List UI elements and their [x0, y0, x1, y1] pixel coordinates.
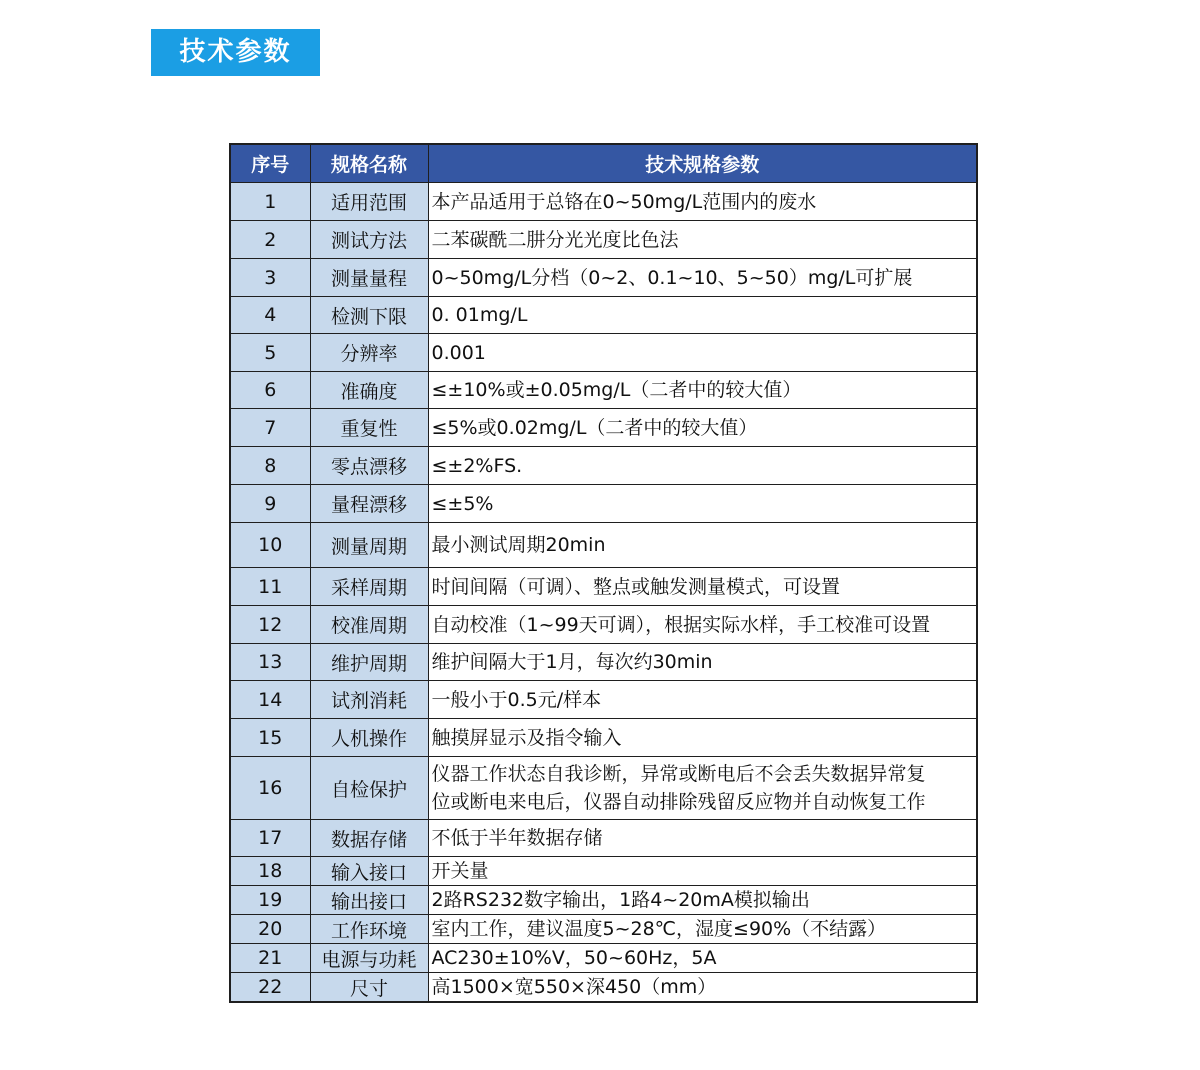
table-row [230, 857, 977, 886]
row-number: 12 [230, 606, 310, 644]
table-row [230, 606, 977, 644]
spec-value [428, 297, 977, 334]
row-number: 18 [230, 857, 310, 886]
spec-value [428, 606, 977, 644]
spec-value-line: 高1500×宽550×深450（mm） [431, 976, 717, 998]
spec-value [428, 334, 977, 372]
table-row [230, 183, 977, 221]
spec-value-line: 维护间隔大于1月，每次约30min [431, 651, 713, 673]
table-body [230, 183, 977, 1003]
table-row [230, 259, 977, 297]
table-row [230, 973, 977, 1003]
row-number: 21 [230, 944, 310, 973]
spec-value [428, 757, 977, 820]
spec-name: 试剂消耗 [310, 681, 428, 719]
spec-value [428, 523, 977, 568]
table-row [230, 568, 977, 606]
spec-name: 零点漂移 [310, 447, 428, 485]
spec-value-line: 0~50mg/L分档（0~2、0.1~10、5~50）mg/L可扩展 [431, 266, 913, 289]
table-row [230, 447, 977, 485]
table-row [230, 719, 977, 757]
row-number: 20 [230, 915, 310, 944]
header-name: 规格名称 [310, 144, 428, 183]
spec-name: 准确度 [310, 372, 428, 409]
spec-value-line: 仪器工作状态自我诊断，异常或断电后不会丢失数据异常复 [431, 763, 926, 785]
spec-value [428, 973, 977, 1003]
table-row [230, 409, 977, 447]
spec-value-line: 本产品适用于总铬在0~50mg/L范围内的废水 [431, 190, 817, 213]
row-number: 16 [230, 757, 310, 820]
spec-value-line: 不低于半年数据存储 [431, 827, 603, 849]
row-number: 8 [230, 447, 310, 485]
spec-value [428, 886, 977, 915]
spec-value [428, 568, 977, 606]
table-row [230, 757, 977, 820]
spec-value [428, 944, 977, 973]
spec-value-line: 0. 01mg/L [431, 304, 528, 326]
spec-value-line: 触摸屏显示及指令输入 [431, 726, 622, 749]
row-number: 14 [230, 681, 310, 719]
spec-name: 适用范围 [310, 183, 428, 221]
spec-value-line: 二苯碳酰二肼分光光度比色法 [431, 228, 679, 251]
spec-value-line: 0.001 [431, 341, 486, 364]
spec-name: 重复性 [310, 409, 428, 447]
row-number: 11 [230, 568, 310, 606]
spec-value-line: 2路RS232数字输出，1路4~20mA模拟输出 [431, 889, 810, 911]
spec-value-line: 一般小于0.5元/样本 [431, 688, 602, 711]
spec-name: 测试方法 [310, 221, 428, 259]
table-row [230, 297, 977, 334]
table-row [230, 644, 977, 681]
spec-value-line: 室内工作，建议温度5~28℃，湿度≤90%（不结露） [431, 918, 887, 940]
row-number: 5 [230, 334, 310, 372]
row-number: 13 [230, 644, 310, 681]
row-number: 22 [230, 973, 310, 1003]
header-value: 技术规格参数 [428, 144, 977, 183]
spec-value [428, 915, 977, 944]
row-number: 1 [230, 183, 310, 221]
row-number: 10 [230, 523, 310, 568]
spec-name: 电源与功耗 [310, 944, 428, 973]
section-title: 技术参数 [151, 29, 320, 76]
table-row [230, 334, 977, 372]
spec-value [428, 372, 977, 409]
row-number: 9 [230, 485, 310, 523]
spec-value [428, 183, 977, 221]
row-number: 15 [230, 719, 310, 757]
spec-value-line: 时间间隔（可调）、整点或触发测量模式，可设置 [431, 575, 841, 598]
spec-name: 输入接口 [310, 857, 428, 886]
spec-value-line: 开关量 [431, 860, 489, 882]
row-number: 19 [230, 886, 310, 915]
spec-value-line: 最小测试周期20min [431, 534, 606, 556]
spec-name: 数据存储 [310, 820, 428, 857]
spec-name: 量程漂移 [310, 485, 428, 523]
table-row [230, 915, 977, 944]
spec-name: 分辨率 [310, 334, 428, 372]
spec-name: 尺寸 [310, 973, 428, 1003]
spec-name: 输出接口 [310, 886, 428, 915]
row-number: 7 [230, 409, 310, 447]
spec-value [428, 221, 977, 259]
row-number: 3 [230, 259, 310, 297]
spec-name: 人机操作 [310, 719, 428, 757]
table-row [230, 372, 977, 409]
spec-value [428, 409, 977, 447]
table-row [230, 485, 977, 523]
spec-value [428, 719, 977, 757]
header-no: 序号 [230, 144, 310, 183]
table-row [230, 886, 977, 915]
table-header-row [230, 144, 977, 183]
spec-value [428, 447, 977, 485]
spec-value-line: ≤±10%或±0.05mg/L（二者中的较大值） [431, 379, 802, 401]
spec-value-line: ≤5%或0.02mg/L（二者中的较大值） [431, 416, 758, 439]
spec-value-line: AC230±10%V，50~60Hz，5A [431, 947, 717, 969]
table-row [230, 681, 977, 719]
spec-name: 维护周期 [310, 644, 428, 681]
spec-value [428, 485, 977, 523]
spec-value-line: ≤±2%FS. [431, 454, 523, 477]
spec-name: 采样周期 [310, 568, 428, 606]
spec-name: 自检保护 [310, 757, 428, 820]
row-number: 2 [230, 221, 310, 259]
spec-value [428, 644, 977, 681]
spec-name: 检测下限 [310, 297, 428, 334]
spec-name: 测量量程 [310, 259, 428, 297]
table-row [230, 221, 977, 259]
spec-value [428, 820, 977, 857]
spec-name: 测量周期 [310, 523, 428, 568]
row-number: 6 [230, 372, 310, 409]
table-row [230, 944, 977, 973]
spec-table [229, 143, 978, 1003]
row-number: 4 [230, 297, 310, 334]
spec-value [428, 681, 977, 719]
table-row [230, 523, 977, 568]
spec-value [428, 259, 977, 297]
spec-value [428, 857, 977, 886]
spec-value-line: ≤±5% [431, 492, 494, 515]
row-number: 17 [230, 820, 310, 857]
spec-value-line: 位或断电来电后，仪器自动排除残留反应物并自动恢复工作 [431, 791, 926, 813]
spec-name: 校准周期 [310, 606, 428, 644]
spec-name: 工作环境 [310, 915, 428, 944]
spec-value-line: 自动校准（1~99天可调），根据实际水样，手工校准可设置 [431, 613, 931, 636]
table-row [230, 820, 977, 857]
